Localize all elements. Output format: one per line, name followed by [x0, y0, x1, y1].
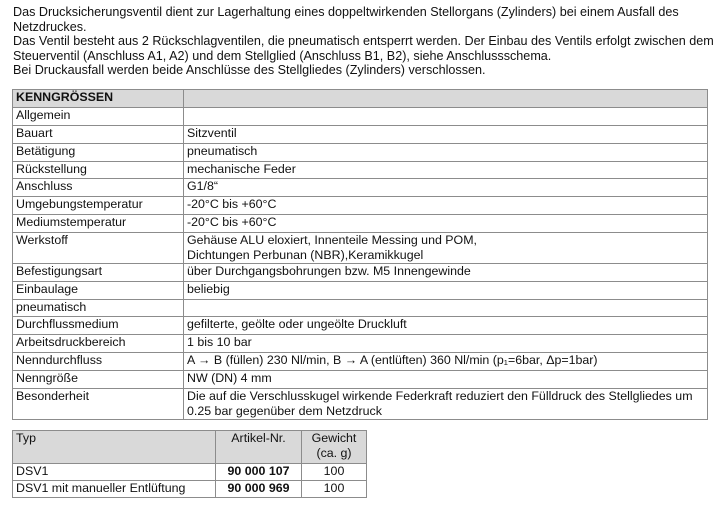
article-row — [13, 481, 367, 498]
specifications-header-row — [13, 90, 708, 108]
specification-value — [184, 107, 708, 125]
article-number: 90 000 107 — [216, 464, 302, 481]
specification-value: -20°C bis +60°C — [184, 215, 708, 233]
specification-value: über Durchgangsbohrungen bzw. M5 Innengewinde — [184, 263, 708, 281]
specification-value: Sitzventil — [184, 125, 708, 143]
article-number: 90 000 969 — [216, 481, 302, 498]
specification-row — [13, 125, 708, 143]
specification-row — [13, 388, 708, 419]
specification-label: Besonderheit — [13, 388, 184, 419]
specification-row — [13, 371, 708, 389]
specification-row — [13, 263, 708, 281]
specification-value: Gehäuse ALU eloxiert, Innenteile Messing und POM, Dichtungen Perbunan (NBR),Keramikkugel — [184, 233, 708, 264]
specification-value: -20°C bis +60°C — [184, 197, 708, 215]
intro-paragraph: Das Ventil besteht aus 2 Rückschlagventilen, die pneumatisch entsperrt werden. Der Einbau des Ventils erfolgt zwischen dem Steuerventil (Anschluss A1, A2) und dem Stellglied (Anschluss B1, B2), siehe Anschlussschema. — [13, 34, 714, 63]
specification-label: Rückstellung — [13, 161, 184, 179]
specification-row — [13, 161, 708, 179]
intro-text — [13, 5, 718, 78]
articles-header-row — [13, 431, 367, 464]
specification-value: NW (DN) 4 mm — [184, 371, 708, 389]
specification-label: Arbeitsdruckbereich — [13, 335, 184, 353]
specifications-header-blank — [184, 90, 708, 108]
specifications-header: KENNGRÖSSEN — [13, 90, 184, 108]
specification-row — [13, 215, 708, 233]
article-number-column-header: Artikel-Nr. — [216, 431, 302, 464]
specification-row — [13, 353, 708, 371]
article-row — [13, 464, 367, 481]
article-type: DSV1 mit manueller Entlüftung — [13, 481, 216, 498]
specification-label: Allgemein — [13, 107, 184, 125]
specification-value: pneumatisch — [184, 143, 708, 161]
specification-row — [13, 233, 708, 264]
specification-value: A → B (füllen) 230 Nl/min, B → A (entlüften) 360 Nl/min (p₁=6bar, Δp=1bar) — [184, 353, 708, 371]
specification-label: Anschluss — [13, 179, 184, 197]
specification-value: G1/8“ — [184, 179, 708, 197]
specification-value: gefilterte, geölte oder ungeölte Druckluft — [184, 317, 708, 335]
intro-paragraph: Das Drucksicherungsventil dient zur Lagerhaltung eines doppeltwirkenden Stellorgans (Zylinders) bei einem Ausfall des Netzdruckes. — [13, 5, 679, 34]
specification-label: Umgebungstemperatur — [13, 197, 184, 215]
specification-label: Mediumstemperatur — [13, 215, 184, 233]
specifications-table — [12, 89, 708, 420]
article-type: DSV1 — [13, 464, 216, 481]
weight-column-header: Gewicht (ca. g) — [302, 431, 367, 464]
articles-table — [12, 430, 367, 498]
intro-paragraph: Bei Druckausfall werden beide Anschlüsse des Stellgliedes (Zylinders) verschlossen. — [13, 63, 486, 78]
specification-value: 1 bis 10 bar — [184, 335, 708, 353]
specification-row — [13, 317, 708, 335]
specification-label: Einbaulage — [13, 281, 184, 299]
specification-row — [13, 335, 708, 353]
specification-row — [13, 299, 708, 317]
specification-value: mechanische Feder — [184, 161, 708, 179]
article-weight: 100 — [302, 464, 367, 481]
specification-value: Die auf die Verschlusskugel wirkende Federkraft reduziert den Fülldruck des Stellgliedes um 0.25 bar gegenüber dem Netzdruck — [184, 388, 708, 419]
specification-row — [13, 143, 708, 161]
specification-value: beliebig — [184, 281, 708, 299]
specification-label: Nenngröße — [13, 371, 184, 389]
specification-label: Werkstoff — [13, 233, 184, 264]
specification-row — [13, 281, 708, 299]
specification-row — [13, 197, 708, 215]
specification-label: Nenndurchfluss — [13, 353, 184, 371]
specification-value — [184, 299, 708, 317]
specification-label: Durchflussmedium — [13, 317, 184, 335]
specification-label: Betätigung — [13, 143, 184, 161]
type-column-header: Typ — [13, 431, 216, 464]
article-weight: 100 — [302, 481, 367, 498]
specification-label: pneumatisch — [13, 299, 184, 317]
specification-label: Bauart — [13, 125, 184, 143]
specification-row — [13, 179, 708, 197]
specification-label: Befestigungsart — [13, 263, 184, 281]
specification-row — [13, 107, 708, 125]
